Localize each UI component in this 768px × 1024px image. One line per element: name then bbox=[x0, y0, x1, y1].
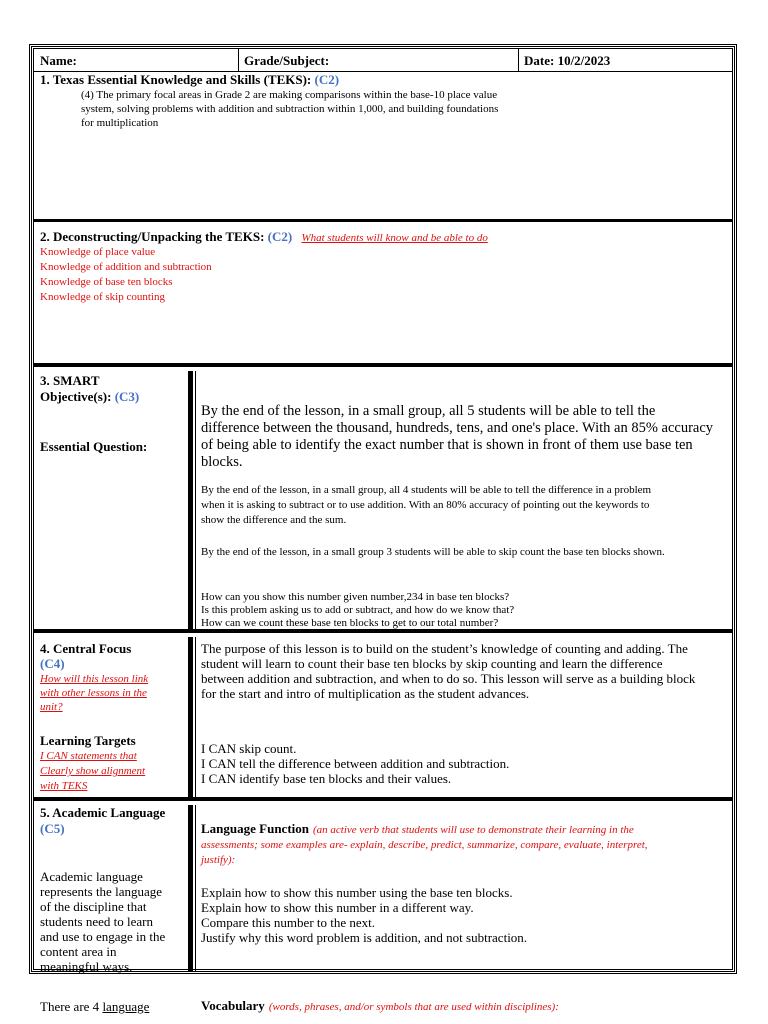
smart-left-cell: 3. SMART Objective(s): (C3) Essential Question: bbox=[34, 371, 193, 629]
lesson-plan-table bbox=[31, 46, 735, 1014]
essential-question-label: Essential Question: bbox=[40, 439, 148, 454]
academic-language-left-cell: 5. Academic Language (C5) Academic language represents the language of the discipline that students need to learn and use to engage in the content area in meaningful ways. There are 4 language bbox=[34, 805, 193, 971]
teks-text: (4) The primary focal areas in Grade 2 are making comparisons within the base-10 place value system, solving problems with addition and subtraction within 1,000, and building foundations for multiplication bbox=[81, 89, 499, 129]
central-focus-left-cell: 4. Central Focus (C4) How will this lesson link with other lessons in the unit? Learning Targets I CAN statements that Clearly show alignment with TEKS bbox=[34, 637, 193, 797]
list-item: Justify why this word problem is addition, and not subtraction. bbox=[201, 930, 528, 945]
unpacking-list bbox=[40, 245, 212, 305]
central-focus-hint: How will this lesson link with other lessons in the unit? bbox=[40, 673, 149, 713]
list-item: Explain how to show this number in a different way. bbox=[201, 900, 474, 915]
central-focus-text: The purpose of this lesson is to build on the student’s knowledge of counting and adding. The student will learn to count their base ten blocks by skip counting and learn the difference between addition and subtraction, and when to do so. This lesson will serve as a building block for the start and intro of multiplication as the student advances. bbox=[201, 641, 696, 701]
central-focus-section bbox=[34, 637, 732, 801]
list-item: Compare this number to the next. bbox=[201, 915, 376, 930]
objective-2: By the end of the lesson, in a small group, all 4 students will be able to tell the difference in a problem when it is asking to subtract or to use addition. With an 80% accuracy of pointing out the keywords to show the difference and the sum. bbox=[201, 484, 652, 526]
central-focus-title: 4. Central Focus bbox=[40, 641, 132, 656]
learning-targets-title: Learning Targets bbox=[40, 733, 136, 748]
teks-code: (C2) bbox=[314, 72, 340, 87]
list-item: Explain how to show this number using the base ten blocks. bbox=[201, 885, 513, 900]
academic-language-section bbox=[34, 805, 732, 1014]
smart-objectives-section bbox=[34, 371, 732, 633]
list-item: Knowledge of skip counting bbox=[40, 291, 165, 303]
vocabulary: Vocabulary (words, phrases, and/or symbols that are used within disciplines): bbox=[201, 998, 559, 1013]
smart-right-cell bbox=[195, 371, 732, 629]
header-row bbox=[34, 49, 732, 72]
list-item: Knowledge of addition and subtraction bbox=[40, 261, 212, 273]
learning-targets-list bbox=[201, 741, 509, 786]
language-function-list bbox=[201, 885, 527, 945]
teks-section bbox=[34, 72, 732, 222]
teks-title: 1. Texas Essential Knowledge and Skills (TEKS): (C2) bbox=[40, 72, 340, 87]
learning-targets-hint: I CAN statements that Clearly show alignment with TEKS bbox=[40, 750, 146, 792]
name-label: Name: bbox=[40, 53, 77, 68]
list-item: Knowledge of base ten blocks bbox=[40, 276, 173, 288]
list-item: I CAN skip count. bbox=[201, 741, 297, 756]
language-function: Language Function (an active verb that students will use to demonstrate their learning in the assessments; some examples are- explain, describe, predict, summarize, compare, evaluate, interpret, justify): bbox=[201, 821, 648, 866]
unpacking-section bbox=[34, 225, 732, 367]
list-item: I CAN identify base ten blocks and their values. bbox=[201, 771, 452, 786]
central-focus-right-cell bbox=[195, 637, 732, 797]
academic-language-right-cell bbox=[195, 805, 732, 1013]
list-item: I CAN tell the difference between addition and subtraction. bbox=[201, 756, 510, 771]
unpacking-hint: What students will know and be able to do bbox=[301, 232, 488, 244]
academic-language-desc: Academic language represents the language of the discipline that students need to learn and use to engage in the content area in meaningful ways. bbox=[40, 869, 166, 974]
list-item: Knowledge of place value bbox=[40, 246, 156, 258]
grade-subject-label: Grade/Subject: bbox=[244, 53, 330, 68]
objective-1: By the end of the lesson, in a small group, all 5 students will be able to tell the difference between the thousand, hundreds, tens, and one's place. With an 85% accuracy of being able to identify the exact number that is shown in front of them use base ten blocks. bbox=[201, 403, 714, 470]
date-label: Date: 10/2/2023 bbox=[524, 53, 611, 68]
unpacking-title: 2. Deconstructing/Unpacking the TEKS: (C2) What students will know and be able to do bbox=[40, 229, 488, 244]
academic-language-title: 5. Academic Language bbox=[40, 805, 166, 820]
essential-questions: How can you show this number given number,234 in base ten blocks? Is this problem asking us to add or subtract, and how do we know that? How can we count these base ten blocks to get to our total number? bbox=[201, 591, 515, 629]
objective-3: By the end of the lesson, in a small group 3 students will be able to skip count the base ten blocks shown. bbox=[201, 546, 665, 558]
academic-language-more: There are 4 language bbox=[40, 999, 150, 1014]
